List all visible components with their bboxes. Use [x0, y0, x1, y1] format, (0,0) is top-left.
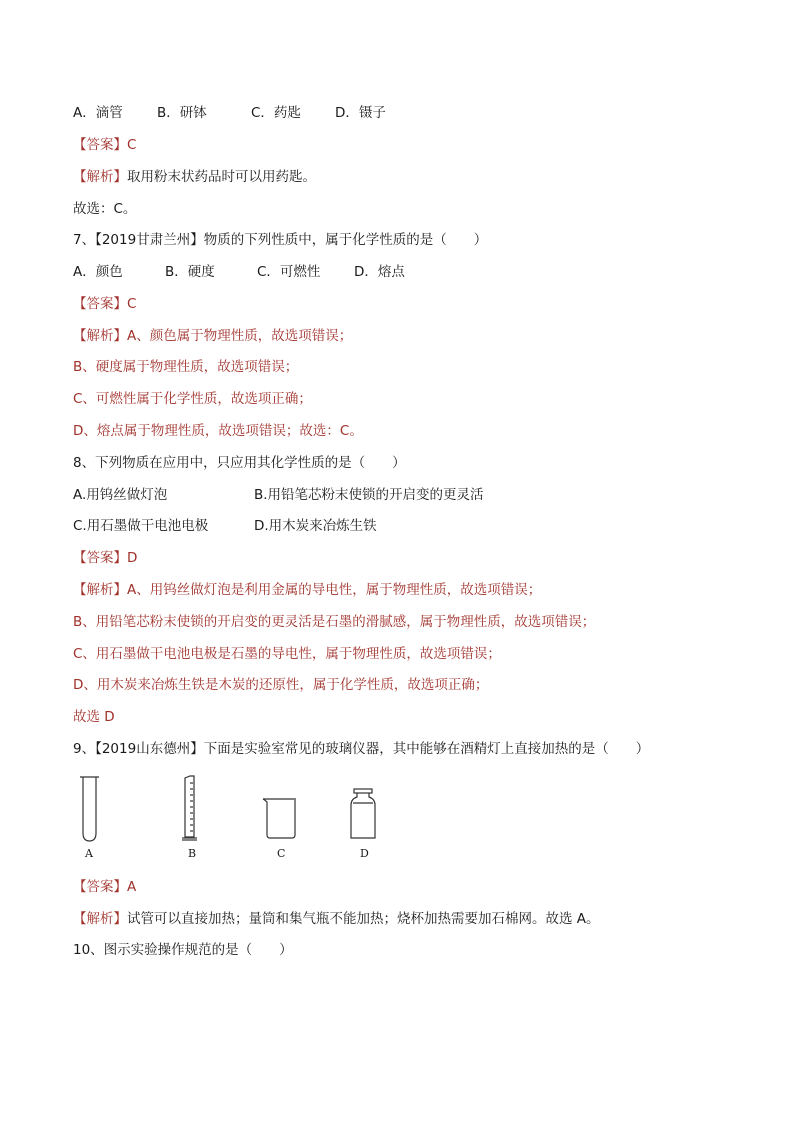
q7-option-a[interactable]: A．颜色	[73, 264, 123, 280]
q8-option-c[interactable]: C.用石墨做干电池电极	[73, 518, 209, 534]
q6-conclusion: 故选：C。	[73, 201, 137, 217]
q8-analysis-line-3: C、用石墨做干电池电极是石墨的导电性，属于物理性质，故选项错误；	[73, 646, 501, 662]
question-number: 10、	[73, 942, 104, 958]
analysis-text: A、用钨丝做灯泡是利用金属的导电性，属于物理性质，故选项错误；	[127, 582, 542, 598]
graduated-cylinder-icon	[182, 776, 197, 840]
q6-option-a[interactable]: A．滴管	[73, 105, 123, 121]
glassware-drawing	[70, 775, 410, 865]
answer-value: D	[127, 550, 138, 566]
gas-bottle-icon	[351, 789, 375, 838]
question-number: 8、	[73, 455, 96, 471]
q7-analysis-line-2: B、硬度属于物理性质，故选项错误；	[73, 359, 299, 375]
q8-analysis-line-1	[73, 581, 541, 599]
analysis-tag: 【解析】	[73, 911, 127, 927]
glassware-figure	[70, 775, 410, 865]
q6-option-c[interactable]: C．药匙	[251, 105, 301, 121]
answer-tag: 【答案】	[73, 296, 127, 312]
answer-tag: 【答案】	[73, 550, 127, 566]
analysis-tag: 【解析】	[73, 582, 127, 598]
test-tube-icon	[80, 777, 99, 841]
q8-stem	[73, 454, 406, 472]
figure-label-c: C	[277, 847, 286, 860]
q7-options	[73, 263, 405, 281]
figure-label-d: D	[360, 847, 369, 860]
figure-label-a: A	[85, 847, 93, 860]
q7-option-b[interactable]: B．硬度	[165, 264, 215, 280]
q8-analysis-line-4: D、用木炭来冶炼生铁是木炭的还原性，属于化学性质，故选项正确；	[73, 677, 489, 693]
analysis-text: 取用粉末状药品时可以用药匙。	[127, 169, 316, 185]
q7-option-c[interactable]: C．可燃性	[257, 264, 321, 280]
analysis-tag: 【解析】	[73, 328, 127, 344]
question-source: 【2019甘肃兰州】	[95, 232, 204, 248]
q7-analysis-line-3: C、可燃性属于化学性质，故选项正确；	[73, 391, 312, 407]
question-source: 【2019山东德州】	[95, 741, 204, 757]
q8-option-d[interactable]: D.用木炭来冶炼生铁	[254, 518, 377, 534]
q9-stem	[73, 740, 649, 758]
answer-value: C	[127, 137, 137, 153]
question-text: 下面是实验室常见的玻璃仪器，其中能够在酒精灯上直接加热的是（ ）	[203, 741, 650, 757]
question-number: 9、	[73, 741, 96, 757]
q9-analysis	[73, 910, 600, 928]
question-number: 7、	[73, 232, 96, 248]
q6-options	[73, 104, 386, 122]
analysis-tag: 【解析】	[73, 169, 127, 185]
question-text: 物质的下列性质中，属于化学性质的是（ ）	[203, 232, 488, 248]
answer-tag: 【答案】	[73, 879, 127, 895]
answer-value: A	[127, 879, 137, 895]
q9-answer	[73, 878, 136, 896]
q7-stem	[73, 231, 487, 249]
q6-option-d[interactable]: D．镊子	[335, 105, 386, 121]
q8-option-a[interactable]: A.用钨丝做灯泡	[73, 487, 168, 503]
q6-analysis	[73, 168, 316, 186]
q8-analysis-line-2: B、用铅笔芯粉末使锁的开启变的更灵活是石墨的滑腻感，属于物理性质，故选项错误；	[73, 614, 596, 630]
answer-tag: 【答案】	[73, 137, 127, 153]
beaker-icon	[263, 799, 296, 838]
q8-conclusion: 故选 D	[73, 709, 115, 725]
question-text: 下列物质在应用中，只应用其化学性质的是（ ）	[95, 455, 406, 471]
q6-option-b[interactable]: B．研钵	[157, 105, 207, 121]
q8-options-row-1	[73, 486, 484, 504]
q6-answer	[73, 136, 136, 154]
q8-option-b[interactable]: B.用铅笔芯粉末使锁的开启变的更灵活	[254, 487, 484, 503]
question-text: 图示实验操作规范的是（ ）	[103, 942, 293, 958]
figure-label-b: B	[188, 847, 197, 860]
q7-answer	[73, 295, 136, 313]
q7-option-d[interactable]: D．熔点	[354, 264, 405, 280]
q7-analysis-line-4: D、熔点属于物理性质，故选项错误；故选：C。	[73, 423, 363, 439]
q8-answer	[73, 549, 137, 567]
analysis-text: A、颜色属于物理性质，故选项错误；	[127, 328, 353, 344]
q8-options-row-2	[73, 517, 377, 535]
answer-value: C	[127, 296, 137, 312]
q7-analysis-line-1	[73, 327, 352, 345]
q10-stem	[73, 941, 293, 959]
analysis-text: 试管可以直接加热；量筒和集气瓶不能加热；烧杯加热需要加石棉网。故选 A。	[127, 911, 600, 927]
